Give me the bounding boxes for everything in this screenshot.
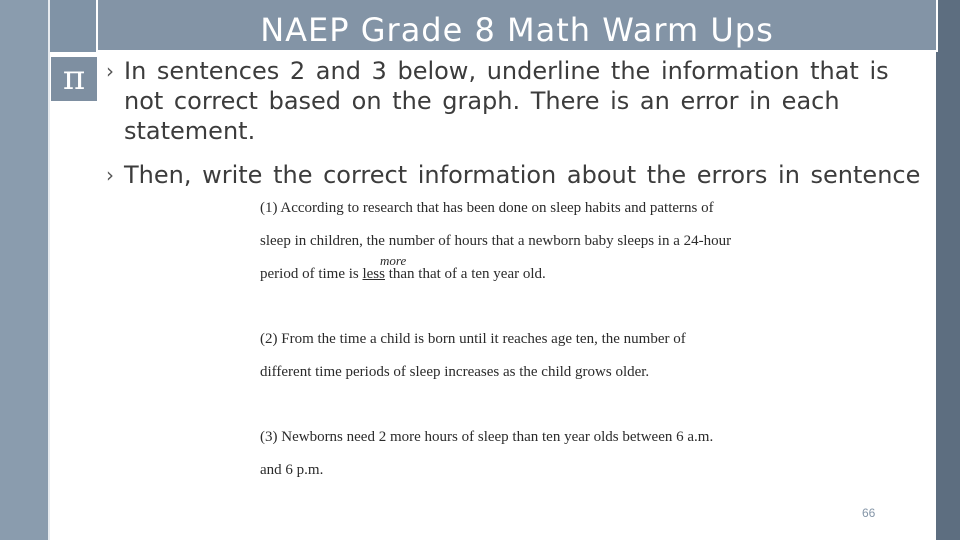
sentence-1-line-2: sleep in children, the number of hours that a newborn baby sleeps in a 24-hour [260, 233, 732, 249]
sentence-1-line-1: (1) According to research that has been done on sleep habits and patterns of [260, 200, 714, 216]
bullet-item [106, 160, 930, 190]
bullet-list [106, 56, 930, 204]
pi-icon: π [50, 56, 98, 102]
sentence-2-line-1: (2) From the time a child is born until it reaches age ten, the number of [260, 331, 686, 347]
underlined-error: less [362, 266, 385, 282]
chevron-right-icon: › [106, 163, 114, 187]
handwritten-correction: more [380, 253, 407, 268]
left-decorative-strip [0, 0, 48, 540]
chevron-right-icon: › [106, 59, 114, 83]
slide-title: NAEP Grade 8 Math Warm Ups [260, 11, 774, 49]
sentence-2-line-2: different time periods of sleep increases as the child grows older. [260, 364, 650, 380]
sentence-1-line-3 [260, 266, 546, 283]
bullet-item [106, 56, 930, 146]
bullet-text: In sentences 2 and 3 below, underline the information that is not correct based on the graph. There is an error in each statement. [124, 57, 889, 145]
page-number: 66 [862, 506, 876, 520]
sentence-1-text-pre: period of time is [260, 266, 363, 282]
sentence-3-line-2: and 6 p.m. [260, 462, 324, 478]
sentence-3-line-1: (3) Newborns need 2 more hours of sleep than ten year olds between 6 a.m. [260, 429, 714, 445]
bullet-text: Then, write the correct information about the errors in sentence [124, 161, 921, 189]
scanned-sentences-image [234, 192, 834, 492]
right-decorative-strip [936, 0, 960, 540]
sentence-1-text-post: than that of a ten year old. [384, 266, 546, 282]
